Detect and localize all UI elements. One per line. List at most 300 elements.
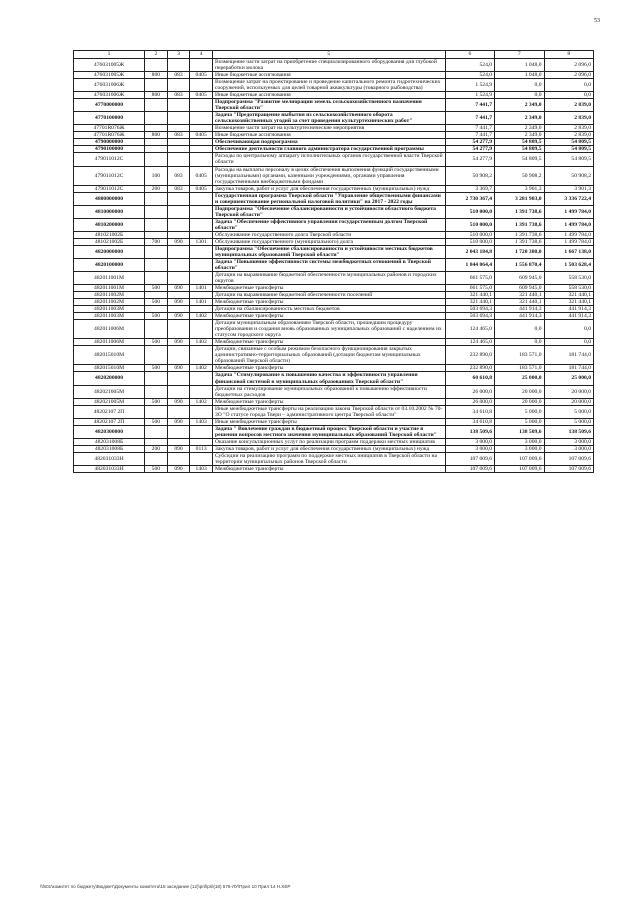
section-cell: [190, 146, 213, 153]
code-cell: 482011006М: [74, 339, 145, 346]
ministry-cell: 090: [167, 285, 190, 292]
amount-2020-cell: 124 465,0: [445, 339, 494, 346]
amount-2020-cell: 661 575,0: [445, 285, 494, 292]
name-cell: Подпрограмма "Обеспечение сбалансированности и устойчивости местных бюджетов муниципальных образований Тверской области": [212, 245, 445, 258]
table-row: [74, 112, 594, 125]
code-cell: 482011001М: [74, 285, 145, 292]
code-cell: 482031008Б: [74, 445, 145, 452]
table-row: [74, 385, 594, 398]
amount-2020-cell: 34 610,8: [445, 405, 494, 418]
expense-type-cell: 500: [145, 465, 168, 472]
amount-2021-cell: 3 901,3: [495, 185, 544, 192]
table-row: [74, 205, 594, 218]
amount-2022-cell: 0,0: [544, 79, 593, 92]
amount-2022-cell: 181 744,0: [544, 365, 593, 372]
amount-2021-cell: 2 349,0: [495, 112, 544, 125]
amount-2020-cell: 60 610,8: [445, 372, 494, 385]
code-cell: 482011001М: [74, 272, 145, 285]
code-cell: 482031033Н: [74, 465, 145, 472]
amount-2020-cell: 524,0: [445, 59, 494, 72]
amount-2020-cell: 26 000,0: [445, 385, 494, 398]
amount-2021-cell: 50 908,2: [495, 166, 544, 185]
code-cell: 47701R076Ж: [74, 125, 145, 132]
section-cell: 0405: [190, 132, 213, 139]
table-row: [74, 99, 594, 112]
ministry-cell: [167, 372, 190, 385]
expense-type-cell: [145, 425, 168, 438]
header-cell: 5: [212, 51, 445, 59]
code-cell: 479011012С: [74, 153, 145, 166]
ministry-cell: [167, 245, 190, 258]
name-cell: Межбюджетные трансферты: [212, 465, 445, 472]
section-cell: 1403: [190, 418, 213, 425]
name-cell: Обеспечивающая подпрограмма: [212, 139, 445, 146]
name-cell: Задача " Вовлечение граждан в бюджетный процесс Тверской области и участие в решении вопросов местного значения муниципальных образований Тверской области": [212, 425, 445, 438]
header-cell: 1: [74, 51, 145, 59]
amount-2020-cell: 7 441,7: [445, 125, 494, 132]
amount-2022-cell: 0,0: [544, 320, 593, 339]
expense-type-cell: 800: [145, 72, 168, 79]
name-cell: Иные межбюджетные трансферты: [212, 418, 445, 425]
ministry-cell: 090: [167, 299, 190, 306]
table-row: [74, 372, 594, 385]
code-cell: 4800000000: [74, 192, 145, 205]
ministry-cell: 090: [167, 365, 190, 372]
name-cell: Задача "Предотвращение выбытия из сельскохозяйственного оборота сельскохозяйственных угодий за счет проведения культуртехнических работ": [212, 112, 445, 125]
amount-2021-cell: 54 809,5: [495, 153, 544, 166]
expense-type-cell: [145, 125, 168, 132]
expense-type-cell: [145, 306, 168, 313]
ministry-cell: 083: [167, 92, 190, 99]
code-cell: 482015010М: [74, 365, 145, 372]
expense-type-cell: [145, 192, 168, 205]
amount-2020-cell: 7 441,7: [445, 112, 494, 125]
expense-type-cell: [145, 346, 168, 365]
ministry-cell: 083: [167, 132, 190, 139]
code-cell: 482021005М: [74, 398, 145, 405]
section-cell: [190, 59, 213, 72]
expense-type-cell: [145, 79, 168, 92]
name-cell: Закупка товаров, работ и услуг для обеспечения государственных (муниципальных) нужд: [212, 445, 445, 452]
amount-2020-cell: 661 575,0: [445, 272, 494, 285]
code-cell: 476031005Ж: [74, 72, 145, 79]
ministry-cell: [167, 346, 190, 365]
ministry-cell: 083: [167, 185, 190, 192]
table-row: [74, 285, 594, 292]
section-cell: 0405: [190, 166, 213, 185]
name-cell: Субсидии на реализацию программ по поддержке местных инициатив в Тверской области на территории муниципальных районов Тверской области: [212, 452, 445, 465]
ministry-cell: [167, 306, 190, 313]
page-number: 53: [594, 18, 600, 24]
amount-2022-cell: 3 000,0: [544, 438, 593, 445]
expense-type-cell: [145, 292, 168, 299]
table-row: [74, 445, 594, 452]
amount-2022-cell: 1 499 784,0: [544, 218, 593, 231]
name-cell: Иные бюджетные ассигнования: [212, 92, 445, 99]
table-header-row: [74, 51, 594, 59]
amount-2021-cell: 609 945,0: [495, 285, 544, 292]
amount-2020-cell: 7 441,7: [445, 132, 494, 139]
section-cell: [190, 272, 213, 285]
amount-2020-cell: 321 440,1: [445, 292, 494, 299]
amount-2020-cell: 124 465,0: [445, 320, 494, 339]
section-cell: 1402: [190, 398, 213, 405]
table-row: [74, 146, 594, 153]
amount-2020-cell: 3 000,0: [445, 438, 494, 445]
amount-2022-cell: 20 000,0: [544, 385, 593, 398]
table-row: [74, 418, 594, 425]
amount-2022-cell: 1 499 784,0: [544, 231, 593, 238]
amount-2022-cell: 0,0: [544, 339, 593, 346]
amount-2021-cell: 0,0: [495, 79, 544, 92]
section-cell: [190, 258, 213, 271]
amount-2022-cell: 138 509,6: [544, 425, 593, 438]
table-row: [74, 72, 594, 79]
amount-2021-cell: 107 009,6: [495, 452, 544, 465]
code-cell: 482011003М: [74, 313, 145, 320]
name-cell: Оказание консультационных услуг по реализации программ поддержки местных инициатив: [212, 438, 445, 445]
amount-2022-cell: 54 809,5: [544, 146, 593, 153]
amount-2022-cell: 1 499 784,0: [544, 205, 593, 218]
amount-2021-cell: 25 000,0: [495, 372, 544, 385]
name-cell: Межбюджетные трансферты: [212, 313, 445, 320]
code-cell: 47701R076Ж: [74, 132, 145, 139]
ministry-cell: [167, 385, 190, 398]
expense-type-cell: 700: [145, 238, 168, 245]
amount-2020-cell: 1 524,9: [445, 79, 494, 92]
name-cell: Дотации, связанные с особым режимом безопасного функционирования закрытых административно-территориальных образований (дотации бюджетам муниципальных образований Тверской области): [212, 346, 445, 365]
code-cell: 482031033Н: [74, 452, 145, 465]
table-row: [74, 79, 594, 92]
amount-2022-cell: 558 530,0: [544, 272, 593, 285]
name-cell: Подпрограмма "Обеспечение сбалансированности и устойчивости областного бюджета Тверской области": [212, 205, 445, 218]
amount-2022-cell: 54 809,5: [544, 153, 593, 166]
ministry-cell: 090: [167, 445, 190, 452]
code-cell: 48202107 2П: [74, 418, 145, 425]
ministry-cell: [167, 146, 190, 153]
name-cell: Межбюджетные трансферты: [212, 285, 445, 292]
name-cell: Задача "Стимулирование к повышению качества и эффективности управления финансовой системой в муниципальных образованиях Тверской области": [212, 372, 445, 385]
amount-2022-cell: 2 839,0: [544, 99, 593, 112]
ministry-cell: [167, 59, 190, 72]
amount-2022-cell: 0,0: [544, 92, 593, 99]
expense-type-cell: 500: [145, 418, 168, 425]
amount-2022-cell: 181 744,0: [544, 346, 593, 365]
amount-2021-cell: 1 720 380,0: [495, 245, 544, 258]
section-cell: [190, 438, 213, 445]
amount-2020-cell: 3 000,0: [445, 445, 494, 452]
amount-2021-cell: 1 391 738,6: [495, 205, 544, 218]
name-cell: Задача "Повышение эффективности системы межбюджетных отношений в Тверской области": [212, 258, 445, 271]
section-cell: 1402: [190, 365, 213, 372]
expense-type-cell: [145, 112, 168, 125]
ministry-cell: [167, 192, 190, 205]
ministry-cell: [167, 139, 190, 146]
expense-type-cell: 500: [145, 339, 168, 346]
amount-2021-cell: 1 391 738,6: [495, 238, 544, 245]
amount-2021-cell: 2 349,0: [495, 125, 544, 132]
header-cell: 2: [145, 51, 168, 59]
amount-2020-cell: 1 524,9: [445, 92, 494, 99]
amount-2021-cell: 0,0: [495, 92, 544, 99]
amount-2021-cell: 183 571,0: [495, 346, 544, 365]
amount-2022-cell: 5 000,0: [544, 405, 593, 418]
section-cell: [190, 292, 213, 299]
expense-type-cell: [145, 405, 168, 418]
ministry-cell: [167, 218, 190, 231]
expense-type-cell: 500: [145, 299, 168, 306]
section-cell: [190, 306, 213, 313]
expense-type-cell: 200: [145, 185, 168, 192]
ministry-cell: 083: [167, 166, 190, 185]
ministry-cell: [167, 99, 190, 112]
code-cell: 482031008Б: [74, 438, 145, 445]
amount-2021-cell: 138 509,6: [495, 425, 544, 438]
code-cell: 482011002М: [74, 292, 145, 299]
amount-2021-cell: 321 440,1: [495, 299, 544, 306]
expense-type-cell: [145, 205, 168, 218]
expense-type-cell: 800: [145, 92, 168, 99]
section-cell: 1402: [190, 313, 213, 320]
amount-2020-cell: 524,0: [445, 72, 494, 79]
ministry-cell: 083: [167, 72, 190, 79]
amount-2020-cell: 503 694,3: [445, 313, 494, 320]
name-cell: Возмещение части затрат на приобретение специализированного оборудования для глубокой переработки молока: [212, 59, 445, 72]
amount-2021-cell: 3 000,0: [495, 438, 544, 445]
table-row: [74, 238, 594, 245]
amount-2020-cell: 34 610,8: [445, 418, 494, 425]
code-cell: 482011006М: [74, 320, 145, 339]
table-row: [74, 272, 594, 285]
amount-2020-cell: 232 890,0: [445, 346, 494, 365]
amount-2022-cell: 54 809,5: [544, 139, 593, 146]
amount-2021-cell: 183 571,0: [495, 365, 544, 372]
name-cell: Обеспечение деятельности главного администратора государственной программы: [212, 146, 445, 153]
name-cell: Государственная программа Тверской области "Управление общественными финансами и совершенствование региональной налоговой политики" на 2017 - 2022 годы: [212, 192, 445, 205]
expense-type-cell: [145, 258, 168, 271]
table-row: [74, 346, 594, 365]
name-cell: Межбюджетные трансферты: [212, 365, 445, 372]
amount-2022-cell: 3 336 722,4: [544, 192, 593, 205]
section-cell: [190, 346, 213, 365]
amount-2022-cell: 1 499 784,0: [544, 238, 593, 245]
amount-2022-cell: 3 901,3: [544, 185, 593, 192]
expense-type-cell: 100: [145, 166, 168, 185]
section-cell: [190, 153, 213, 166]
name-cell: Иные межбюджетные трансферты на реализацию закона Тверской области от 03.10.2002 № 70-ЗО "О статусе города Твери – административного центра Тверской области": [212, 405, 445, 418]
expense-type-cell: [145, 218, 168, 231]
section-cell: 1401: [190, 285, 213, 292]
expense-type-cell: [145, 231, 168, 238]
amount-2021-cell: 1 391 738,6: [495, 218, 544, 231]
ministry-cell: 090: [167, 418, 190, 425]
name-cell: Дотации на выравнивание бюджетной обеспеченности поселений: [212, 292, 445, 299]
name-cell: Возмещение части затрат на культуртехнические мероприятия: [212, 125, 445, 132]
amount-2021-cell: 5 000,0: [495, 418, 544, 425]
amount-2020-cell: 54 277,9: [445, 146, 494, 153]
table-row: [74, 185, 594, 192]
expense-type-cell: [145, 146, 168, 153]
code-cell: 48202107 2П: [74, 405, 145, 418]
section-cell: 1401: [190, 299, 213, 306]
table-row: [74, 218, 594, 231]
code-cell: 476031005Ж: [74, 59, 145, 72]
name-cell: Дотации на сбалансированность местных бюджетов: [212, 306, 445, 313]
ministry-cell: [167, 231, 190, 238]
file-path-footer: \\fs01\комитет по бюджету\Бюджет\Документы комитета\18 заседание (12)\pril\pril(18) 576-ЛУ\Прил 10 Прил 14 Н.ХЕР: [40, 884, 291, 889]
code-cell: 481021002Б: [74, 238, 145, 245]
name-cell: Дотации на выравнивание бюджетной обеспеченности муниципальных районов и городских округов: [212, 272, 445, 285]
amount-2022-cell: 25 000,0: [544, 372, 593, 385]
table-row: [74, 153, 594, 166]
amount-2020-cell: 7 441,7: [445, 99, 494, 112]
name-cell: Подпрограмма "Развитие мелиорации земель сельскохозяйственного назначения Тверской области": [212, 99, 445, 112]
amount-2022-cell: 3 000,0: [544, 445, 593, 452]
ministry-cell: [167, 425, 190, 438]
code-cell: 4770000000: [74, 99, 145, 112]
section-cell: [190, 425, 213, 438]
ministry-cell: [167, 320, 190, 339]
expense-type-cell: [145, 452, 168, 465]
name-cell: Межбюджетные трансферты: [212, 398, 445, 405]
table-row: [74, 166, 594, 185]
expense-type-cell: [145, 438, 168, 445]
code-cell: 482011002М: [74, 299, 145, 306]
code-cell: 4820000000: [74, 245, 145, 258]
expense-type-cell: [145, 153, 168, 166]
table-row: [74, 465, 594, 472]
expense-type-cell: 500: [145, 398, 168, 405]
ministry-cell: [167, 125, 190, 132]
section-cell: 1402: [190, 339, 213, 346]
code-cell: 4820100000: [74, 258, 145, 271]
amount-2022-cell: 20 000,0: [544, 398, 593, 405]
amount-2021-cell: 5 000,0: [495, 405, 544, 418]
table-row: [74, 92, 594, 99]
ministry-cell: [167, 153, 190, 166]
amount-2022-cell: 1 667 138,0: [544, 245, 593, 258]
amount-2022-cell: 321 440,1: [544, 299, 593, 306]
amount-2020-cell: 2 043 184,8: [445, 245, 494, 258]
amount-2022-cell: 2 839,0: [544, 132, 593, 139]
header-cell: 8: [544, 51, 593, 59]
name-cell: Иные бюджетные ассигнования: [212, 132, 445, 139]
amount-2021-cell: 441 914,3: [495, 306, 544, 313]
expense-type-cell: 500: [145, 365, 168, 372]
amount-2021-cell: 1 048,0: [495, 59, 544, 72]
amount-2021-cell: 0,0: [495, 339, 544, 346]
section-cell: [190, 320, 213, 339]
code-cell: 4810200000: [74, 218, 145, 231]
ministry-cell: [167, 405, 190, 418]
expense-type-cell: 200: [145, 445, 168, 452]
header-cell: 3: [167, 51, 190, 59]
table-row: [74, 192, 594, 205]
code-cell: 4790100000: [74, 146, 145, 153]
section-cell: [190, 192, 213, 205]
table-row: [74, 425, 594, 438]
amount-2021-cell: 3 000,0: [495, 445, 544, 452]
ministry-cell: [167, 272, 190, 285]
expense-type-cell: [145, 245, 168, 258]
ministry-cell: [167, 438, 190, 445]
code-cell: 479011012С: [74, 166, 145, 185]
code-cell: 4810000000: [74, 205, 145, 218]
table-row: [74, 258, 594, 271]
amount-2022-cell: 2 096,0: [544, 59, 593, 72]
section-cell: [190, 79, 213, 92]
header-cell: 4: [190, 51, 213, 59]
section-cell: 1301: [190, 238, 213, 245]
name-cell: Дотации муниципальным образованиям Тверской области, прошедшим процедуру преобразования и создания вновь образованных муниципальных образований с наделением их статусом городского округа: [212, 320, 445, 339]
amount-2021-cell: 321 440,1: [495, 292, 544, 299]
section-cell: [190, 372, 213, 385]
code-cell: 479011012С: [74, 185, 145, 192]
expense-type-cell: [145, 59, 168, 72]
code-cell: 4790000000: [74, 139, 145, 146]
ministry-cell: [167, 112, 190, 125]
table-row: [74, 405, 594, 418]
table-row: [74, 306, 594, 313]
amount-2022-cell: 441 914,3: [544, 306, 593, 313]
section-cell: [190, 245, 213, 258]
amount-2021-cell: 54 809,5: [495, 139, 544, 146]
expense-type-cell: 800: [145, 132, 168, 139]
amount-2020-cell: 510 000,0: [445, 238, 494, 245]
ministry-cell: 090: [167, 339, 190, 346]
amount-2021-cell: 3 281 903,0: [495, 192, 544, 205]
code-cell: 482015010М: [74, 346, 145, 365]
amount-2021-cell: 54 809,5: [495, 146, 544, 153]
expense-type-cell: [145, 385, 168, 398]
section-cell: 0405: [190, 72, 213, 79]
name-cell: Расходы на выплаты персоналу в целях обеспечения выполнения функций государственными (муниципальными) органами, казенными учреждениями, органами управления государственными внебюджетными фондами: [212, 166, 445, 185]
expense-type-cell: 500: [145, 313, 168, 320]
amount-2020-cell: 3 369,7: [445, 185, 494, 192]
section-cell: 0405: [190, 92, 213, 99]
amount-2020-cell: 2 730 367,4: [445, 192, 494, 205]
code-cell: 4770100000: [74, 112, 145, 125]
table-row: [74, 125, 594, 132]
table-row: [74, 339, 594, 346]
code-cell: 4820300000: [74, 425, 145, 438]
table-row: [74, 59, 594, 72]
amount-2022-cell: 50 908,2: [544, 166, 593, 185]
section-cell: [190, 112, 213, 125]
table-row: [74, 438, 594, 445]
name-cell: Дотации на стимулирование муниципальных образований к повышению эффективности бюджетных расходов: [212, 385, 445, 398]
name-cell: Межбюджетные трансферты: [212, 299, 445, 306]
ministry-cell: [167, 258, 190, 271]
expense-type-cell: [145, 372, 168, 385]
section-cell: 0113: [190, 445, 213, 452]
code-cell: 476031006Ж: [74, 92, 145, 99]
table-row: [74, 139, 594, 146]
table-row: [74, 398, 594, 405]
amount-2021-cell: 2 349,0: [495, 99, 544, 112]
ministry-cell: [167, 205, 190, 218]
expense-type-cell: [145, 99, 168, 112]
table-row: [74, 452, 594, 465]
code-cell: 482011003М: [74, 306, 145, 313]
amount-2021-cell: 1 556 870,4: [495, 258, 544, 271]
amount-2021-cell: 1 048,0: [495, 72, 544, 79]
amount-2020-cell: 54 277,9: [445, 139, 494, 146]
amount-2020-cell: 50 908,2: [445, 166, 494, 185]
amount-2021-cell: 107 009,6: [495, 465, 544, 472]
ministry-cell: 090: [167, 238, 190, 245]
table-row: [74, 245, 594, 258]
